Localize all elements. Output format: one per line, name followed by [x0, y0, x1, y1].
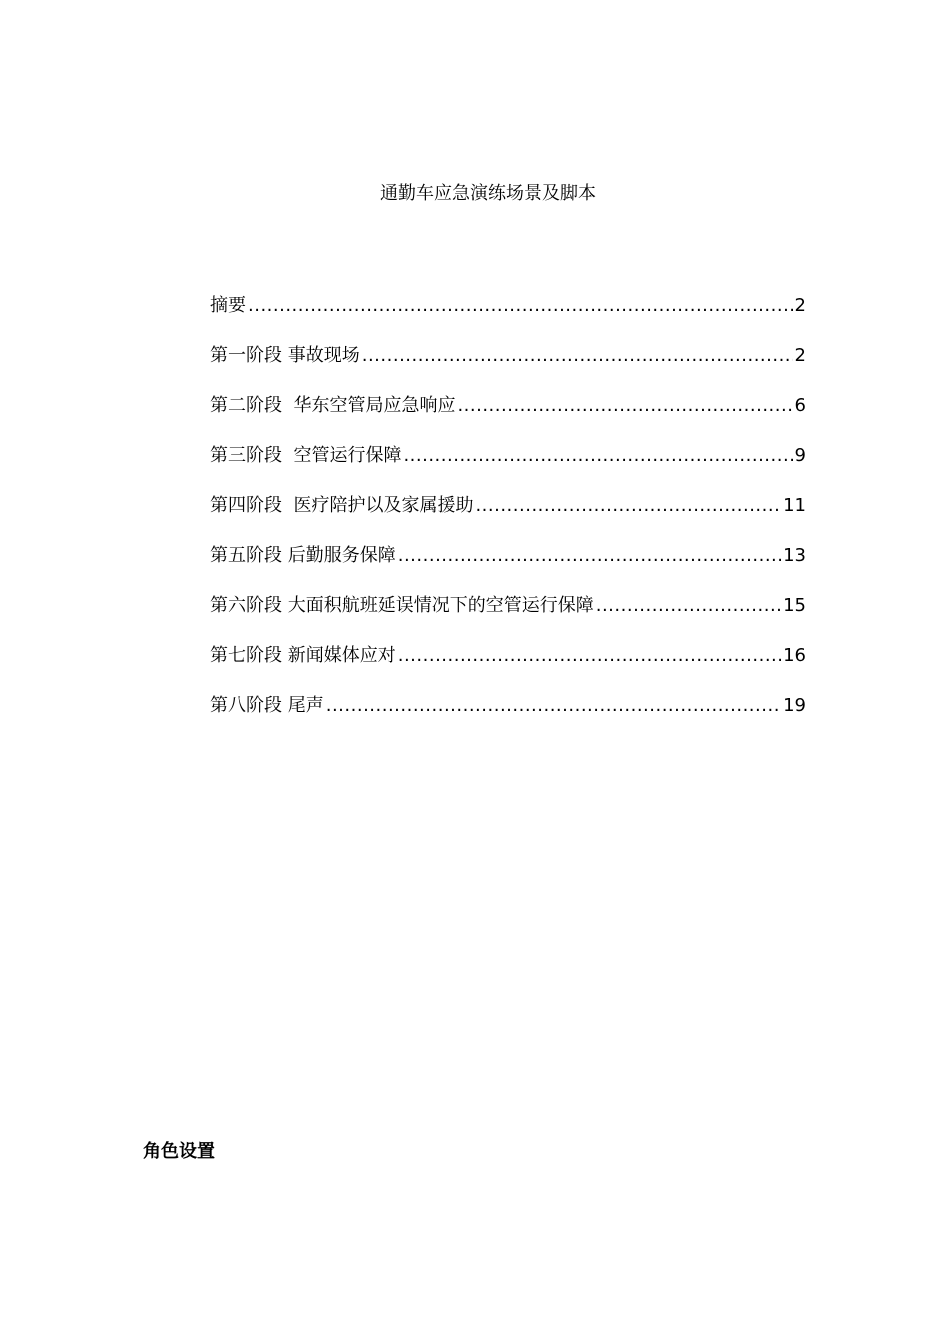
- toc-entry-stage-8[interactable]: [210, 693, 806, 743]
- toc-entry-stage-2[interactable]: [210, 393, 806, 443]
- toc-entry-label: 摘要: [210, 295, 246, 316]
- toc-dot-leader: [398, 643, 781, 669]
- toc-dot-leader: [475, 493, 781, 519]
- toc-entry-stage-5[interactable]: [210, 543, 806, 593]
- toc-entry-stage-7[interactable]: [210, 643, 806, 693]
- toc-page-number: 6: [794, 395, 806, 416]
- toc-entry-stage-4[interactable]: [210, 493, 806, 543]
- toc-dot-leader: [362, 343, 793, 369]
- toc-entry-label: 第二阶段 华东空管局应急响应: [210, 395, 456, 416]
- toc-dot-leader: [403, 443, 792, 469]
- toc-dot-leader: [457, 393, 792, 419]
- section-heading-role-settings: 角色设置: [143, 1141, 215, 1162]
- toc-entry-label: 第五阶段 后勤服务保障: [210, 545, 396, 566]
- toc-dot-leader: [248, 293, 793, 319]
- toc-dot-leader: [596, 593, 781, 619]
- toc-entry-label: 第六阶段 大面积航班延误情况下的空管运行保障: [210, 595, 594, 616]
- toc-entry-label: 第三阶段 空管运行保障: [210, 445, 402, 466]
- toc-entry-stage-6[interactable]: [210, 593, 806, 643]
- toc-page-number: 11: [783, 495, 806, 516]
- toc-entry-stage-3[interactable]: [210, 443, 806, 493]
- document-title: 通勤车应急演练场景及脚本: [380, 183, 596, 204]
- toc-page-number: 15: [783, 595, 806, 616]
- toc-entry-label: 第八阶段 尾声: [210, 695, 324, 716]
- toc-entry-summary[interactable]: [210, 293, 806, 343]
- table-of-contents: [210, 293, 806, 743]
- toc-page-number: 13: [783, 545, 806, 566]
- toc-page-number: 2: [794, 295, 806, 316]
- toc-page-number: 19: [783, 695, 806, 716]
- toc-entry-label: 第四阶段 医疗陪护以及家属援助: [210, 495, 474, 516]
- toc-page-number: 9: [794, 445, 806, 466]
- toc-dot-leader: [398, 543, 781, 569]
- toc-page-number: 16: [783, 645, 806, 666]
- toc-dot-leader: [326, 693, 781, 719]
- toc-entry-label: 第一阶段 事故现场: [210, 345, 360, 366]
- toc-entry-stage-1[interactable]: [210, 343, 806, 393]
- toc-page-number: 2: [794, 345, 806, 366]
- toc-entry-label: 第七阶段 新闻媒体应对: [210, 645, 396, 666]
